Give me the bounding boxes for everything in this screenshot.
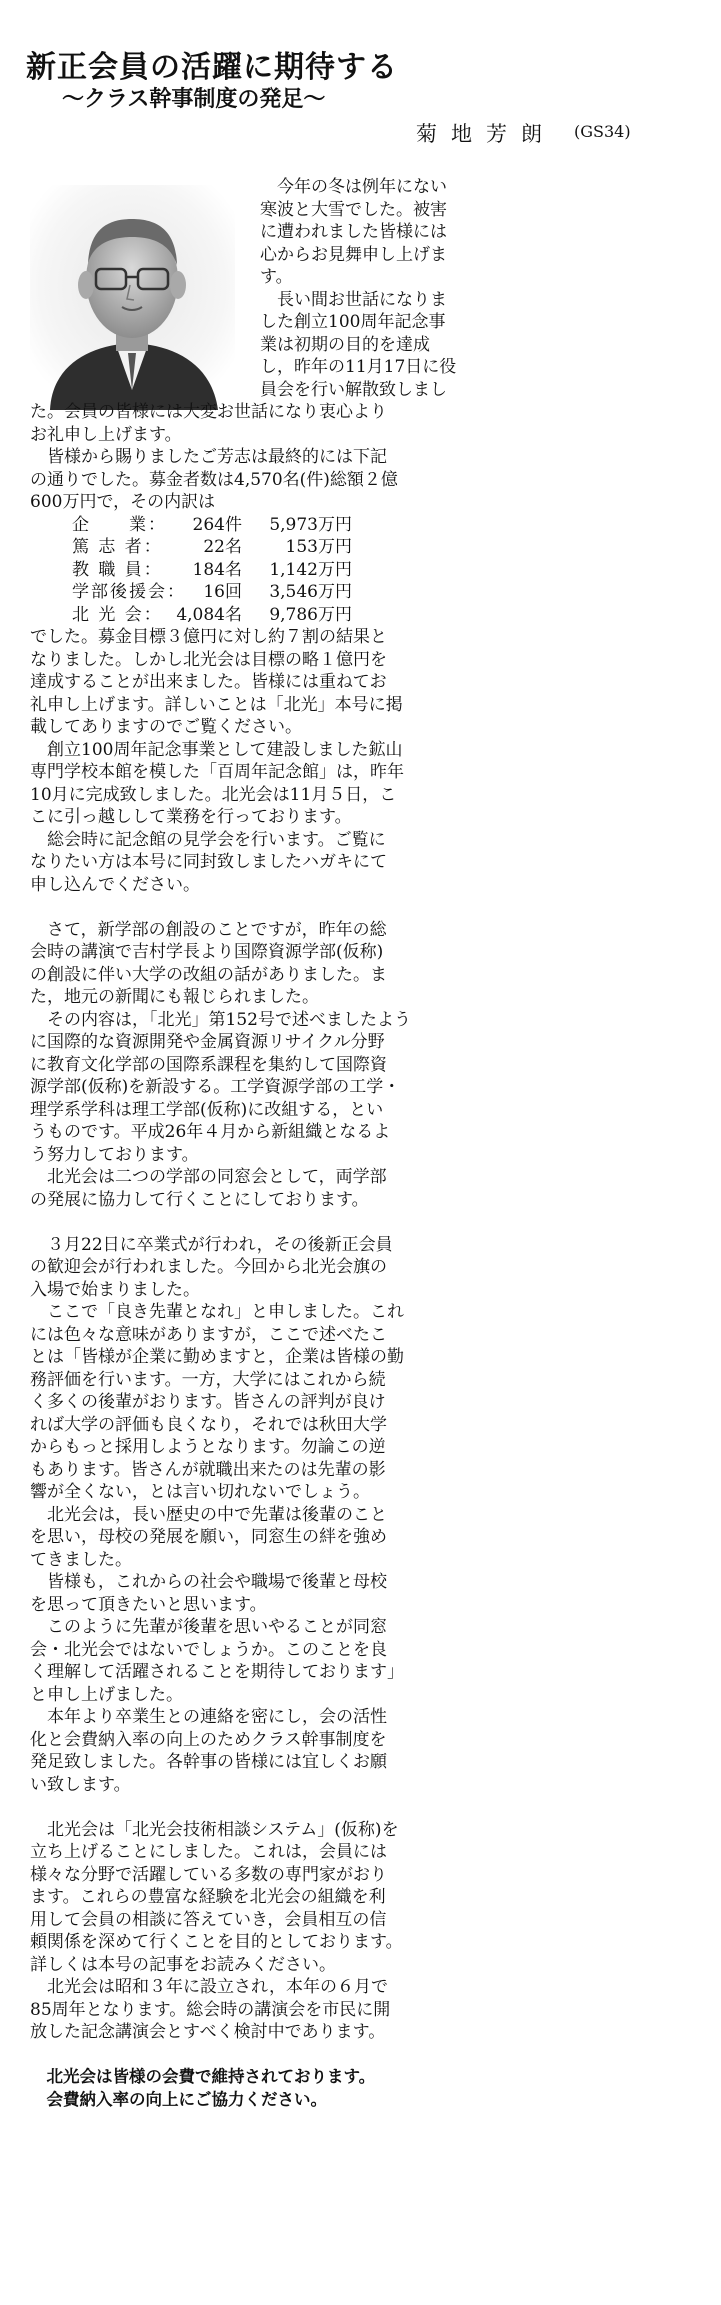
text-line: に教育文化学部の国際系課程を集約して国際資 [30,1054,387,1075]
text-line: 載してありますのでご覧ください。 [30,717,302,737]
text-line: うものです。平成26年４月から新組織となるよ [30,1122,391,1142]
text-line: 総会時に記念館の見学会を行います。ご覧に [30,829,386,850]
closing-line: 北光会は皆様の会費で維持されております。 [30,2067,376,2086]
text-line: を思って頂きたいと思います。 [30,1594,267,1615]
author-class: (GS34) [574,122,631,141]
text-line: れば大学の評価も良くなり，それでは秋田大学 [30,1414,387,1435]
text-line: う努力しております。 [30,1144,199,1165]
text-line: の創設に伴い大学の改組の話がありました。ま [30,964,387,985]
text-line: 達成することが出来ました。皆様には重ねてお [30,672,387,692]
text-line: 北光会は昭和３年に設立され，本年の６月で [30,1977,389,1997]
breakdown-category: 北 光 会： [72,604,163,625]
text-line: には色々な意味がありますが，ここで述べたこ [30,1324,387,1345]
text-line: からもっと採用しようとなります。勿論この逆 [30,1437,386,1457]
breakdown-amount: 153万円 [285,537,352,557]
text-line: でした。募金目標３億円に対し約７割の結果と [30,627,387,647]
text-line: 創立100周年記念事業として建設しました鉱山 [30,739,403,760]
text-line: 北光会は「北光会技術相談システム」(仮称)を [30,1819,399,1840]
text-line: 長い間お世話になりま [260,289,447,310]
text-line: なりたい方は本号に同封致しましたハガキにて [30,852,387,872]
text-line: 化と会費納入率の向上のためクラス幹事制度を [30,1729,387,1750]
text-line: 用して会員の相談に答えていき，会員相互の信 [30,1909,387,1930]
text-line: 理学系学科は理工学部(仮称)に改組する，とい [30,1099,384,1120]
text-line: 様々な分野で活躍している多数の専門家がおり [30,1864,387,1885]
breakdown-row [30,604,690,627]
breakdown-row [30,536,690,559]
breakdown-count: 184名 [192,559,242,580]
text-line: 皆様も，これからの社会や職場で後輩と母校 [30,1572,387,1592]
breakdown-category: 学部後援会： [72,582,186,602]
text-line: てきました。 [30,1549,132,1570]
text-line: 今年の冬は例年にない [260,177,447,197]
text-line: 礼申し上げます。詳しいことは「北光」本号に掲 [30,694,403,715]
text-line: 発足致しました。各幹事の皆様には宜しくお願 [30,1752,387,1772]
author-name: 菊地芳朗 [416,122,556,146]
text-line: た。会員の皆様には大変お世話になり衷心より [30,402,387,422]
text-line: の通りでした。募金者数は4,570名(件)総額２億 [30,469,398,490]
breakdown-category: 教 職 員： [72,559,163,580]
text-line: 北光会は，長い歴史の中で先輩は後輩のこと [30,1504,387,1525]
text-line: と申し上げました。 [30,1684,183,1705]
text-line: を思い，母校の発展を願い，同窓生の絆を強め [30,1527,387,1547]
text-line: ます。これらの豊富な経験を北光会の組織を利 [30,1887,386,1907]
text-line: 立ち上げることにしました。これは，会員には [30,1842,387,1862]
text-line: 600万円で，その内訳は [30,492,216,512]
text-line: 員会を行い解散致しまし [260,379,447,400]
text-line: に遭われました皆様には [260,222,447,242]
text-line: い致します。 [30,1774,131,1795]
text-line: 放した記念講演会とすべく検討中であります。 [30,2022,386,2042]
text-line: た，地元の新聞にも報じられました。 [30,987,319,1007]
text-line: このように先輩が後輩を思いやることが同窓 [30,1617,387,1637]
text-line: し，昨年の11月17日に役 [260,357,457,377]
breakdown-count: 264件 [192,514,242,535]
breakdown-category: 篤 志 者： [72,537,163,557]
text-line: 皆様から賜りましたご芳志は最終的には下記 [30,447,387,467]
text-line: 寒波と大雪でした。被害 [260,199,447,220]
text-line: とは「皆様が企業に勤めますと，企業は皆様の勤 [30,1347,404,1367]
breakdown-row [30,559,690,582]
closing-line: 会費納入率の向上にご協力ください。 [30,2089,327,2109]
breakdown-row [30,581,690,604]
text-line: に国際的な資源開発や金属資源リサイクル分野 [30,1032,385,1052]
text-line: 詳しくは本号の記事をお読みください。 [30,1954,336,1975]
text-line: 会時の講演で吉村学長より国際資源学部(仮称) [30,942,384,962]
text-line: 85周年となります。総会時の講演会を市民に開 [30,1999,391,2020]
text-line: 務評価を行います。一方，大学にはこれから続 [30,1369,386,1390]
text-line: 源学部(仮称)を新設する。工学資源学部の工学・ [30,1077,401,1097]
text-line: もあります。皆さんが就職出来たのは先輩の影 [30,1459,386,1480]
text-line: さて，新学部の創設のことですが，昨年の総 [30,919,387,940]
article-body [30,176,690,2111]
text-line: す。 [260,267,293,287]
breakdown-amount: 9,786万円 [269,604,352,625]
text-line: く理解して活躍されることを期待しております」 [30,1662,404,1682]
text-line: お礼申し上げます。 [30,424,182,445]
text-line: 北光会は二つの学部の同窓会として，両学部 [30,1167,387,1187]
breakdown-amount: 3,546万円 [269,582,352,602]
breakdown-amount: 5,973万円 [269,514,352,535]
breakdown-count: 4,084名 [176,604,242,625]
text-line: こに引っ越しして業務を行っております。 [30,807,352,827]
text-line: 専門学校本館を模した「百周年記念館」は，昨年 [30,762,404,782]
text-line: 頼関係を深めて行くことを目的としております。 [30,1932,403,1952]
text-line: 心からお見舞申し上げま [260,244,447,265]
text-line: ここで「良き先輩となれ」と申しました。これ [30,1302,404,1322]
article-subtitle: 〜クラス幹事制度の発足〜 [62,86,326,112]
breakdown-count: 16回 [203,582,242,602]
text-line: ３月22日に卒業式が行われ，その後新正会員 [30,1234,393,1255]
breakdown-row [30,514,690,537]
text-line: 業は初期の目的を達成 [260,334,430,355]
text-line: く多くの後輩がおります。皆さんの評判が良け [30,1392,386,1412]
text-line: 響が全くない，とは言い切れないでしょう。 [30,1482,370,1502]
text-line: その内容は，「北光」第152号で述べましたよう [30,1009,411,1030]
text-line: した創立100周年記念事 [260,312,446,332]
article-title: 新正会員の活躍に期待する [26,50,398,85]
text-line: 入場で始まりました。 [30,1279,200,1300]
text-line: の歓迎会が行われました。今回から北光会旗の [30,1257,387,1277]
breakdown-amount: 1,142万円 [269,559,352,580]
breakdown-category: 企 業： [72,514,167,535]
text-line: の発展に協力して行くことにしております。 [30,1189,369,1210]
text-line: 申し込んでください。 [30,874,200,895]
text-line: 会・北光会ではないでしょうか。このことを良 [30,1639,387,1660]
breakdown-count: 22名 [203,537,242,557]
text-line: 10月に完成致しました。北光会は11月５日，こ [30,784,397,805]
text-line: 本年より卒業生との連絡を密にし，会の活性 [30,1707,387,1727]
text-line: なりました。しかし北光会は目標の略１億円を [30,649,387,670]
